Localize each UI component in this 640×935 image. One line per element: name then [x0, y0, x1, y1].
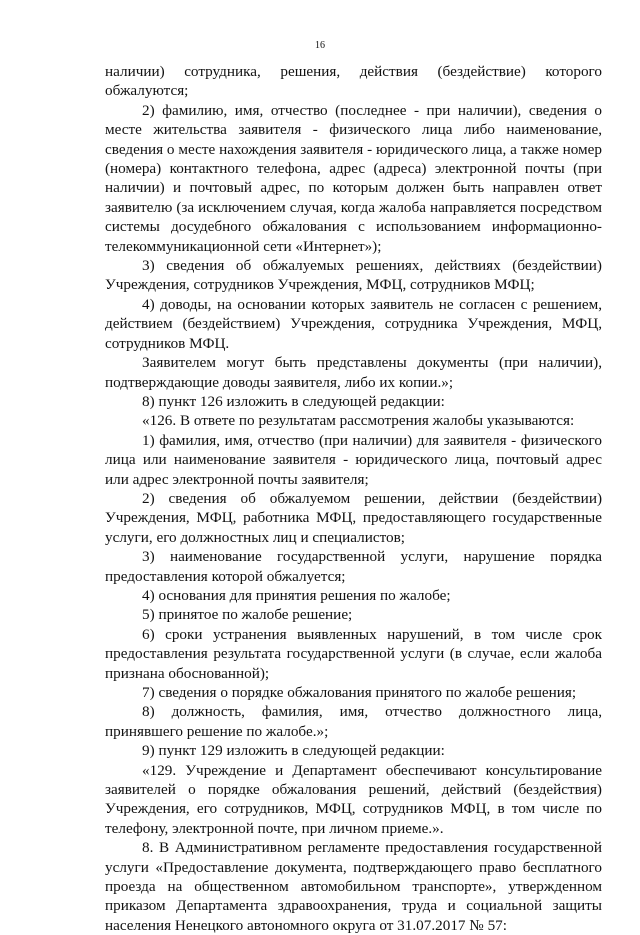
paragraph-4: 4) доводы, на основании которых заявитель не согласен с решением, действием (бездействием) Учреждения, сотрудника Учреждения, МФЦ, сотрудников МФЦ.	[105, 295, 602, 352]
document-body	[105, 62, 602, 935]
paragraph-16: 9) пункт 129 изложить в следующей редакции:	[142, 742, 445, 760]
paragraph-15: 8) должность, фамилия, имя, отчество должностного лица, принявшего решение по жалобе.»;	[105, 703, 602, 740]
paragraph-18: 8. В Административном регламенте предоставления государственной услуги «Предоставление документа, подтверждающего право бесплатного проезда на общественном автомобильном транспорте», утвержденном приказом Департамента здравоохранения, труда и социальной защиты населения Ненецкого автономного округа от 31.07.2017 № 57:	[105, 839, 602, 934]
paragraph-8: 1) фамилия, имя, отчество (при наличии) для заявителя - физического лица или наименование заявителя - юридического лица, почтовый адрес или адрес электронной почты заявителя;	[105, 431, 602, 488]
paragraph-11: 4) основания для принятия решения по жалобе;	[142, 586, 451, 604]
paragraph-12: 5) принятое по жалобе решение;	[142, 606, 353, 624]
paragraph-10: 3) наименование государственной услуги, нарушение порядка предоставления которой обжалуется;	[105, 548, 602, 585]
paragraph-5: Заявителем могут быть представлены документы (при наличии), подтверждающие доводы заявителя, либо их копии.»;	[105, 354, 602, 391]
page-number: 16	[315, 40, 325, 51]
paragraph-7: «126. В ответе по результатам рассмотрения жалобы указываются:	[142, 412, 575, 430]
paragraph-2: 2) фамилию, имя, отчество (последнее - при наличии), сведения о месте жительства заявителя - физического лица либо наименование, сведения о месте нахождения заявителя - юридического лица, а также номер (номера) контактного телефона, адрес (адреса) электронной почты (при наличии) и почтовый адрес, по которым должен быть направлен ответ заявителю (за исключением случая, когда жалоба направляется посредством системы досудебного обжалования с использованием информационно-телекоммуникационной сети «Интернет»);	[105, 101, 602, 255]
paragraph-14: 7) сведения о порядке обжалования принятого по жалобе решения;	[142, 684, 577, 701]
paragraph-13: 6) сроки устранения выявленных нарушений, в том числе срок предоставления результата государственной услуги (в случае, если жалоба признана обоснованной);	[105, 625, 602, 682]
paragraph-1: наличии) сотрудника, решения, действия (бездействие) которого обжалуются;	[105, 63, 602, 100]
paragraph-17: «129. Учреждение и Департамент обеспечивают консультирование заявителей о порядке обжалования решений, действий (бездействия) Учреждения, его сотрудников, МФЦ, сотрудников МФЦ, в том числе по телефону, электронной почте, при личном приеме.».	[105, 761, 602, 837]
paragraph-3: 3) сведения об обжалуемых решениях, действиях (бездействии) Учреждения, сотрудников Учреждения, МФЦ, сотрудников МФЦ;	[105, 257, 602, 294]
paragraph-6: 8) пункт 126 изложить в следующей редакции:	[142, 392, 445, 410]
paragraph-9: 2) сведения об обжалуемом решении, действии (бездействии) Учреждения, МФЦ, работника МФЦ, предоставляющего государственные услуги, его должностных лиц и специалистов;	[105, 489, 602, 546]
